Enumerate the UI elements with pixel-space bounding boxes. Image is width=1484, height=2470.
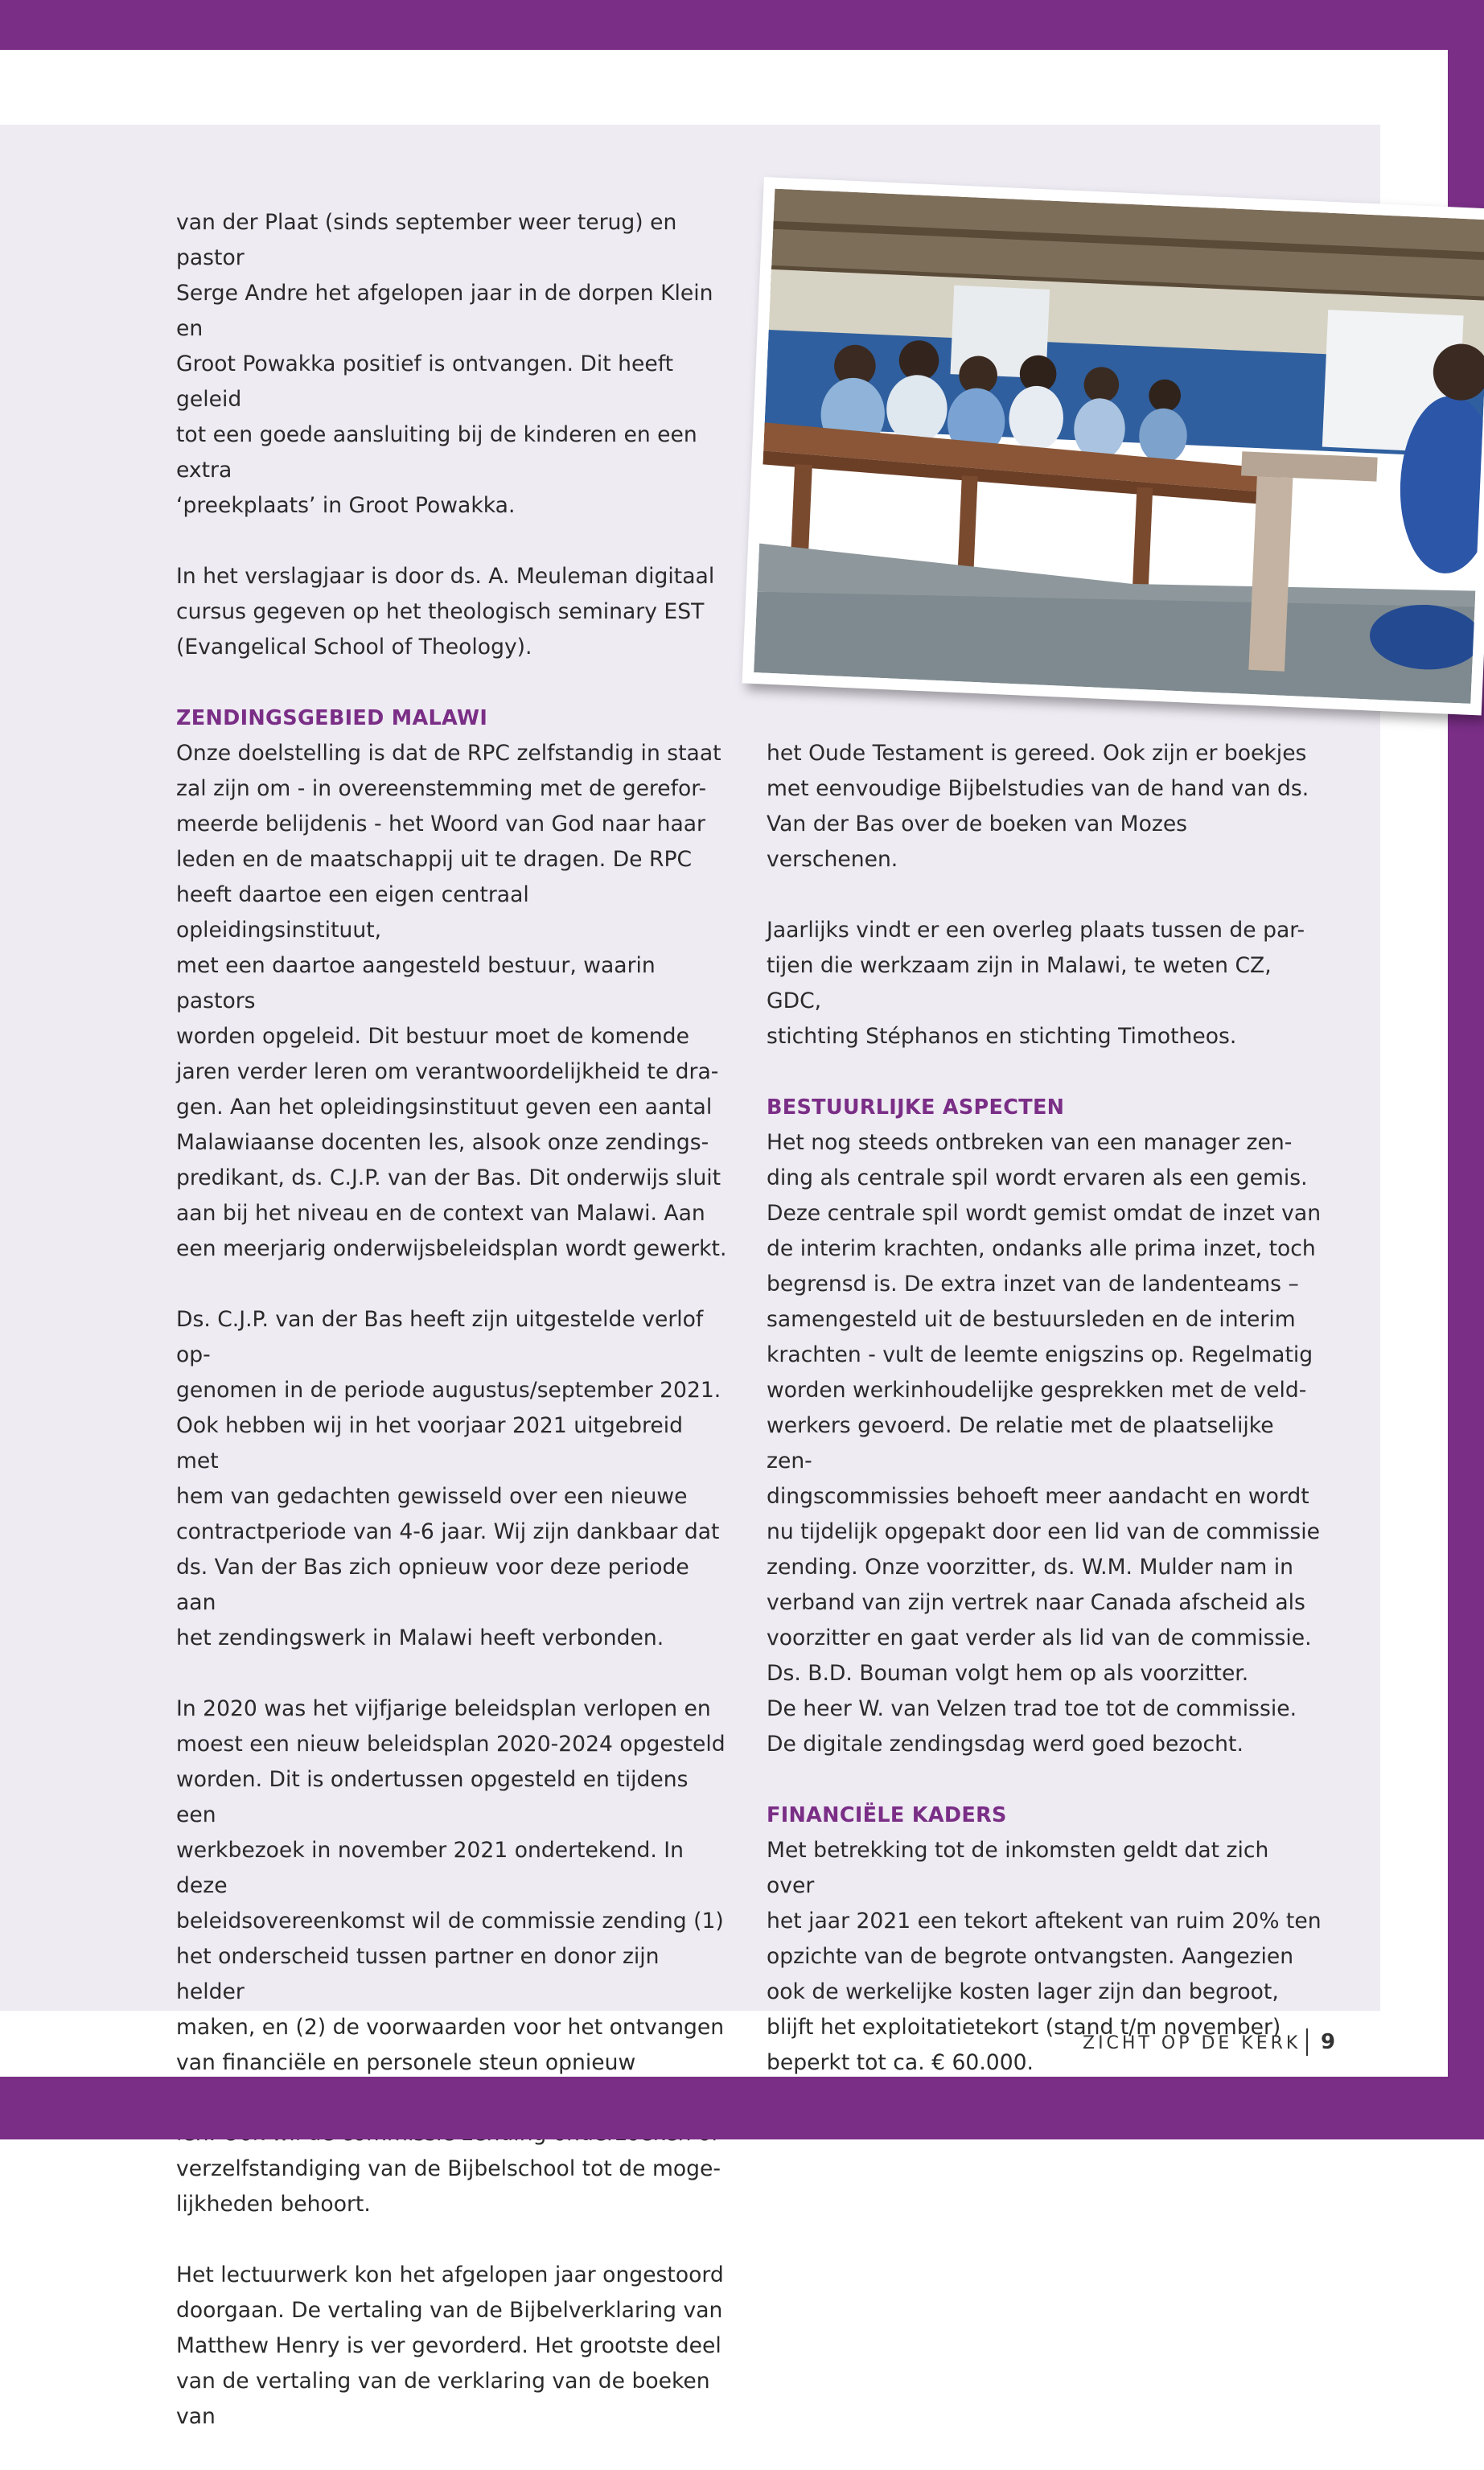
magazine-title: ZICHT OP DE KERK bbox=[1083, 2033, 1301, 2053]
heading-zendingsgebied-malawi: ZENDINGSGEBIED MALAWI bbox=[176, 706, 488, 730]
paragraph-policy-plan: In 2020 was het vijfjarige beleidsplan verlopen en moest een nieuw beleidsplan 2020-2024 opgesteld worden. Dit is ondertussen opgesteld en tijdens een werkbezoek in november 2021 ondertekend. In deze beleidsovereenkomst wil de commissie zending (1) het onderscheid tussen partner en donor zijn helder maken, en (2) de voorwaarden voor het ontvangen van financiële en personele steun opnieuw verzelfstandiging van de Bijbelschool tot de moge- lijkheden behoort. bbox=[176, 1696, 726, 2217]
heading-bestuurlijke-aspecten: BESTUURLIJKE ASPECTEN bbox=[767, 1095, 1065, 1120]
bottom-border-bar bbox=[0, 2077, 1484, 2139]
paragraph-management: Het nog steeds ontbreken van een manager zen- ding als centrale spil wordt ervaren als een gemis. Deze centrale spil wordt gemist omdat de inzet van de interim krachten, ondanks alle prima inzet, toch begrensd is. De extra inzet van de landenteams – samengesteld uit de bestuursleden en de interim krachten - vult de leemte enigszins op. Regelmatig worden werkinhoudelijke gesprekken met de veld- werkers gevoerd. De relatie met de plaatselijke zen- dingscommissies behoeft meer aandacht en wordt nu tijdelijk opgepakt door een lid van de commissie zending. Onze voorzitter, ds. W.M. Mulder nam in verband van zijn vertrek naar Canada afscheid als voorzitter en gaat verder als lid van de commissie. Ds. B.D. Bouman volgt hem op als voorzitter. De heer W. van Velzen trad toe tot de commissie. De digitale zendingsdag werd goed bezocht. bbox=[767, 1130, 1322, 1757]
footer-divider bbox=[1306, 2028, 1308, 2056]
page-number: 9 bbox=[1321, 2030, 1336, 2054]
paragraph-leave: Ds. C.J.P. van der Bas heeft zijn uitgestelde verlof op- genomen in de periode augustus/september 2021. Ook hebben wij in het voorjaar 2021 uitgebreid met hem van gedachten gewisseld over een nieuwe contractperiode van 4-6 jaar. Wij zijn dankbaar dat ds. Van der Bas zich opnieuw voor deze periode aan het zendingswerk in Malawi heeft verbonden. bbox=[176, 1307, 721, 1650]
classroom-photo bbox=[742, 177, 1484, 716]
paragraph-annual-meeting: Jaarlijks vindt er een overleg plaats tussen de par- tijen die werkzaam zijn in Malawi, te weten CZ, GDC, stichting Stéphanos en stichting Timotheos. bbox=[767, 918, 1305, 1049]
heading-financiele-kaders: FINANCIËLE KADERS bbox=[767, 1803, 1007, 1827]
classroom-photo-image bbox=[754, 189, 1484, 704]
paragraph-literature-work: Het lectuurwerk kon het afgelopen jaar ongestoord doorgaan. De vertaling van de Bijbelverklaring van Matthew Henry is ver gevorderd. Het grootste deel van de vertaling van de verklaring van de boeken van bbox=[176, 2262, 724, 2429]
paragraph-old-testament: het Oude Testament is gereed. Ook zijn er boekjes met eenvoudige Bijbelstudies van de hand van ds. Van der Bas over de boeken van Mozes verschenen. bbox=[767, 741, 1309, 872]
paragraph-finances: Met betrekking tot de inkomsten geldt dat zich over het jaar 2021 een tekort aftekent van ruim 20% ten opzichte van de begrote ontvangsten. Aangezien ook de werkelijke kosten lager zijn dan begroot, blijft het exploitatietekort (stand t/m november) beperkt tot ca. € 60.000. bbox=[767, 1838, 1322, 2075]
top-border-bar bbox=[0, 0, 1484, 50]
paragraph-suriname-pastors: van der Plaat (sinds september weer terug) en pastor Serge Andre het afgelopen jaar in de dorpen Klein en Groot Powakka positief is ontvangen. Dit heeft geleid tot een goede aansluiting bij de kinderen en een extra ‘preekplaats’ in Groot Powakka. bbox=[176, 210, 713, 518]
page-footer bbox=[1083, 2028, 1388, 2061]
paragraph-digital-course: In het verslagjaar is door ds. A. Meuleman digitaal cursus gegeven op het theologisch seminary EST (Evangelical School of Theology). bbox=[176, 564, 715, 660]
right-text-column bbox=[767, 736, 1322, 2116]
paragraph-rpc-goal: Onze doelstelling is dat de RPC zelfstandig in staat zal zijn om - in overeenstemming met de gerefor- meerde belijdenis - het Woord van God naar haar leden en de maatschappij uit te dragen. De RPC heeft daartoe een eigen centraal opleidingsinstituut, met een daartoe aangesteld bestuur, waarin pastors worden opgeleid. Dit bestuur moet de komende jaren verder leren om verantwoordelijkheid te dra- gen. Aan het opleidingsinstituut geven een aantal Malawiaanse docenten les, alsook onze zendings- predikant, ds. C.J.P. van der Bas. Dit onderwijs sluit aan bij het niveau en de context van Malawi. Aan een meerjarig onderwijsbeleidsplan wordt gewerkt. bbox=[176, 741, 727, 1261]
